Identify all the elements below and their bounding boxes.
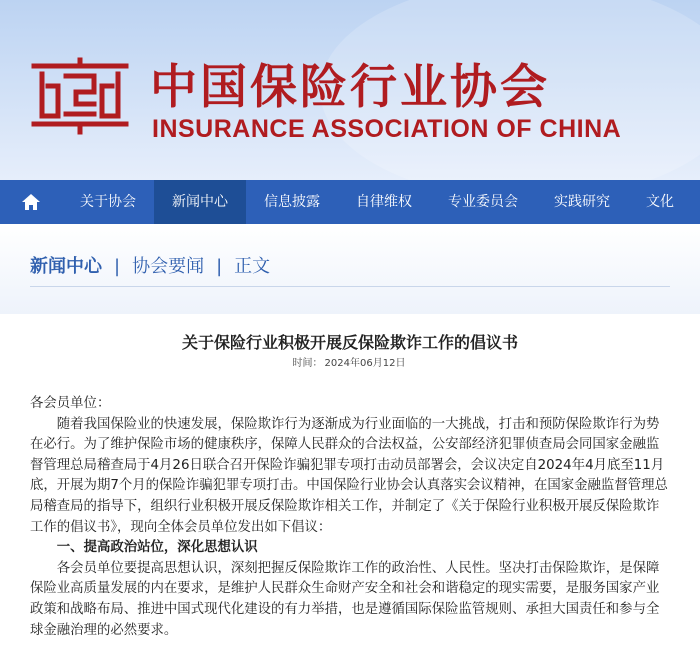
breadcrumb-separator: | — [114, 256, 121, 277]
home-icon — [21, 193, 41, 211]
article-title: 关于保险行业积极开展反保险欺诈工作的倡议书 — [181, 333, 518, 352]
nav-item-culture[interactable]: 文化 — [646, 194, 674, 210]
paragraph: 随着我国保险业的快速发展，保险欺诈行为逐渐成为行业面临的一大挑战，打击和预防保险欺诈行为势在必行。为了维护保险市场的健康秩序，保障人民群众的合法权益，公安部经济犯罪侦查局会同国家金融监督管理总局稽查局于4月26日联合召开保险诈骗犯罪专项打击动员部署会，会议决定自2024年4月底至11月底，开展为期7个月的保险诈骗犯罪专项打击。中国保险行业协会认真落实会议精神，在国家金融监督管理总局稽查局的指导下，组织行业积极开展反保险欺诈相关工作，并制定了《关于保险行业积极开展反保险欺诈工作的倡议书》，现向全体会员单位发出如下倡议： — [30, 416, 668, 535]
site-header — [0, 0, 700, 180]
date-label: 时间： — [292, 358, 323, 369]
main-nav — [0, 180, 700, 224]
nav-item-disclosure[interactable]: 信息披露 — [264, 194, 320, 210]
article-body — [30, 394, 672, 641]
nav-item-committees[interactable]: 专业委员会 — [448, 194, 518, 210]
site-title-en: INSURANCE ASSOCIATION OF CHINA — [152, 115, 622, 143]
paragraph: 各会员单位要提高思想认识，深刻把握反保险欺诈工作的政治性、人民性。坚决打击保险欺诈，是保障保险业高质量发展的内在要求，是维护人民群众生命财产安全和社会和谐稳定的现实需要，是服务国家产业政策和战略布局、推进中国式现代化建设的有力举措，也是遵循国际保险监管规则、承担大国责任和参与全球金融治理的必然要求。 — [30, 560, 660, 638]
breadcrumb-area — [0, 224, 700, 314]
divider — [30, 286, 670, 287]
breadcrumb-association-news[interactable]: 协会要闻 — [132, 256, 205, 277]
salutation: 各会员单位： — [30, 396, 111, 411]
section-heading: 一、提高政治站位，深化思想认识 — [56, 540, 258, 556]
breadcrumb-current: 正文 — [234, 256, 271, 277]
date-value: 2024年06月12日 — [324, 358, 406, 369]
article-date — [0, 354, 700, 369]
breadcrumb-separator: | — [216, 256, 223, 277]
breadcrumb — [30, 252, 270, 278]
breadcrumb-news[interactable]: 新闻中心 — [30, 256, 102, 277]
nav-home[interactable] — [0, 180, 62, 224]
nav-item-news[interactable]: 新闻中心 — [154, 180, 246, 224]
nav-item-self-regulation[interactable]: 自律维权 — [356, 194, 412, 210]
fretwork-logo-icon[interactable] — [28, 52, 132, 138]
nav-item-about[interactable]: 关于协会 — [80, 194, 136, 210]
nav-item-research[interactable]: 实践研究 — [554, 194, 610, 210]
site-title-cn[interactable]: 中国保险行业协会 — [150, 60, 550, 115]
